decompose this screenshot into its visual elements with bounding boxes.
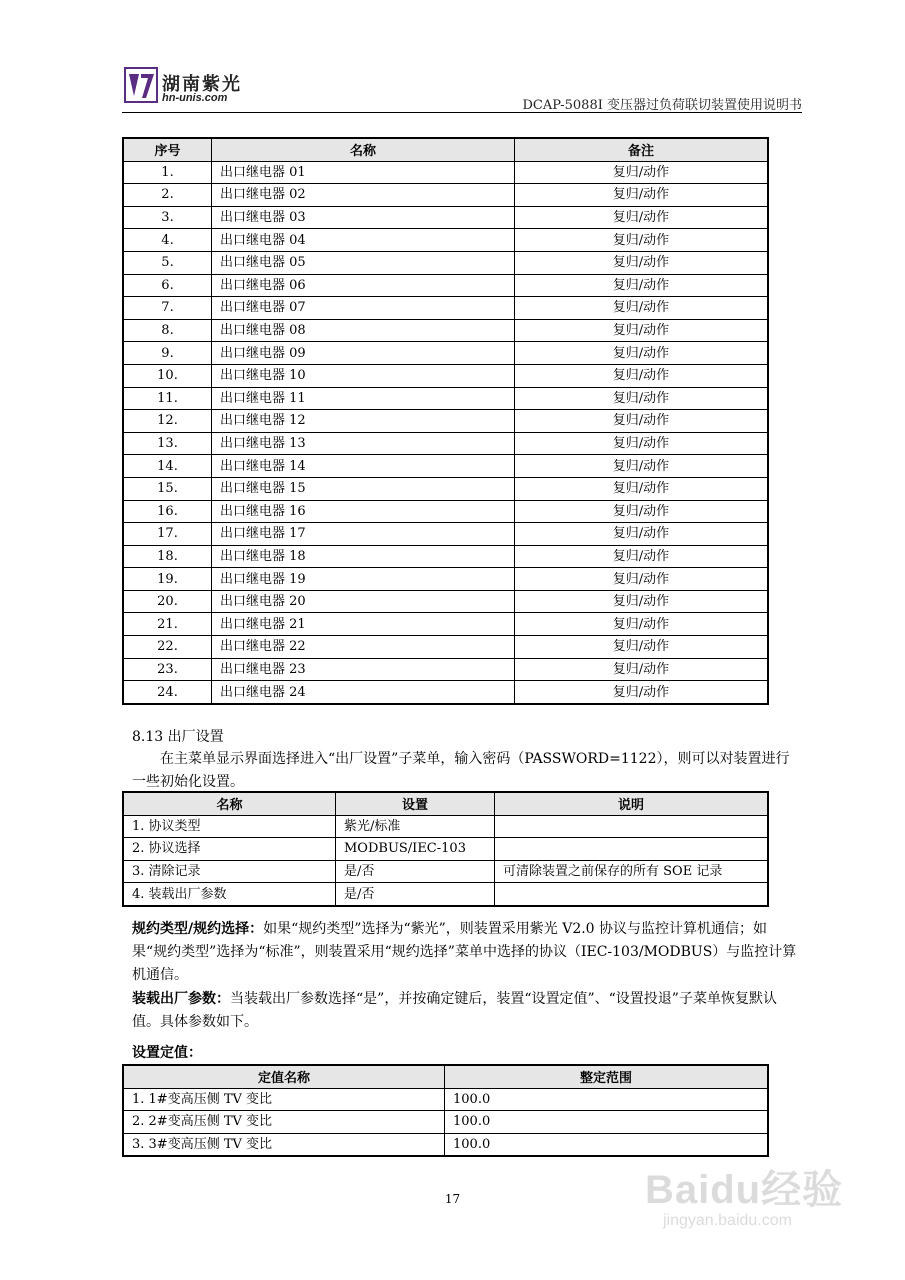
table-cell: 复归/动作 — [515, 229, 768, 252]
table-row — [124, 658, 768, 681]
table-row — [124, 206, 768, 229]
table-cell: 出口继电器 03 — [212, 206, 515, 229]
table-cell: 出口继电器 10 — [212, 364, 515, 387]
unis-logo-icon — [124, 66, 160, 104]
table-cell: 100.0 — [445, 1111, 768, 1134]
table-cell: 出口继电器 23 — [212, 658, 515, 681]
table-cell: 是/否 — [336, 860, 495, 883]
col-header-range: 整定范围 — [445, 1066, 768, 1089]
table-cell: 复归/动作 — [515, 251, 768, 274]
table-cell: 复归/动作 — [515, 613, 768, 636]
table-row — [124, 410, 768, 433]
table-cell: 出口继电器 18 — [212, 545, 515, 568]
table-cell: 23. — [124, 658, 212, 681]
table-cell: 出口继电器 06 — [212, 274, 515, 297]
table-cell: 复归/动作 — [515, 410, 768, 433]
table-cell: 100.0 — [445, 1088, 768, 1111]
watermark-brand: Baidu经验 — [645, 1168, 844, 1212]
table-row — [124, 364, 768, 387]
table-row — [124, 860, 768, 883]
table-cell — [495, 815, 768, 838]
company-logo — [124, 66, 254, 110]
table-cell: 14. — [124, 455, 212, 478]
table-cell: 出口继电器 17 — [212, 523, 515, 546]
table-cell: 复归/动作 — [515, 432, 768, 455]
table-header-row — [124, 139, 768, 162]
table-cell: 紫光/标准 — [336, 815, 495, 838]
table-cell: 复归/动作 — [515, 184, 768, 207]
table-cell: 3. — [124, 206, 212, 229]
table-cell: 2. 2#变高压侧 TV 变比 — [124, 1111, 445, 1134]
table-cell: 出口继电器 21 — [212, 613, 515, 636]
table-cell: 出口继电器 04 — [212, 229, 515, 252]
table-header-row — [124, 793, 768, 816]
table-cell: 出口继电器 01 — [212, 161, 515, 184]
table-cell: 1. 1#变高压侧 TV 变比 — [124, 1088, 445, 1111]
table-cell: 3. 清除记录 — [124, 860, 336, 883]
section-intro — [132, 748, 802, 794]
table-cell: 出口继电器 16 — [212, 500, 515, 523]
table-row — [124, 297, 768, 320]
table-row — [124, 523, 768, 546]
col-header-name: 名称 — [124, 793, 336, 816]
table-row — [124, 342, 768, 365]
table-cell: 18. — [124, 545, 212, 568]
table-row — [124, 1133, 768, 1156]
table-cell: 3. 3#变高压侧 TV 变比 — [124, 1133, 445, 1156]
table-cell: 出口继电器 19 — [212, 568, 515, 591]
table-row — [124, 500, 768, 523]
table-cell: 4. 装载出厂参数 — [124, 883, 336, 906]
protocol-note-label: 规约类型/规约选择： — [132, 921, 264, 937]
table-cell: 2. 协议选择 — [124, 838, 336, 861]
table-cell: 20. — [124, 590, 212, 613]
load-defaults-text: 当装载出厂参数选择“是”，并按确定键后，装置“设置定值”、“设置投退”子菜单恢复默认值。具体参数如下。 — [132, 991, 777, 1030]
table-cell: 出口继电器 24 — [212, 681, 515, 704]
col-header-name: 名称 — [212, 139, 515, 162]
table-cell: 复归/动作 — [515, 342, 768, 365]
table-row — [124, 274, 768, 297]
table-cell: 2. — [124, 184, 212, 207]
table-row — [124, 477, 768, 500]
table-row — [124, 387, 768, 410]
table-cell — [495, 883, 768, 906]
table-row — [124, 815, 768, 838]
setpoint-label: 设置定值： — [132, 1045, 202, 1061]
table-cell: 21. — [124, 613, 212, 636]
table-cell: 1. 协议类型 — [124, 815, 336, 838]
table-cell: 15. — [124, 477, 212, 500]
table-cell: 出口继电器 07 — [212, 297, 515, 320]
table-cell: 出口继电器 20 — [212, 590, 515, 613]
table-cell: 复归/动作 — [515, 568, 768, 591]
table-row — [124, 319, 768, 342]
setpoint-table — [123, 1065, 768, 1156]
table-cell: 出口继电器 08 — [212, 319, 515, 342]
table-cell — [495, 838, 768, 861]
table-cell: 复归/动作 — [515, 455, 768, 478]
logo-chinese-name: 湖南紫光 — [162, 74, 242, 95]
table-header-row — [124, 1066, 768, 1089]
table-cell: 4. — [124, 229, 212, 252]
table-cell: 复归/动作 — [515, 545, 768, 568]
header-divider — [122, 112, 802, 113]
table-cell: 复归/动作 — [515, 658, 768, 681]
setpoint-table-body — [124, 1088, 768, 1156]
relay-table — [123, 138, 768, 704]
watermark-url: jingyan.baidu.com — [663, 1212, 792, 1229]
table-cell: 12. — [124, 410, 212, 433]
table-cell: 复归/动作 — [515, 319, 768, 342]
table-row — [124, 455, 768, 478]
table-cell: 复归/动作 — [515, 297, 768, 320]
table-cell: 可清除装置之前保存的所有 SOE 记录 — [495, 860, 768, 883]
table-cell: 24. — [124, 681, 212, 704]
table-cell: 复归/动作 — [515, 206, 768, 229]
load-defaults-label: 装载出厂参数： — [132, 991, 230, 1007]
table-row — [124, 613, 768, 636]
protocol-note-text: 如果“规约类型”选择为“紫光”，则装置采用紫光 V2.0 协议与监控计算机通信；如果“规约类型”选择为“标准”，则装置采用“规约选择”菜单中选择的协议（IEC-103/MODBUS）与监控计算机通信。 — [132, 921, 797, 983]
table-cell: 13. — [124, 432, 212, 455]
col-header-setting: 设置 — [336, 793, 495, 816]
table-cell: 复归/动作 — [515, 681, 768, 704]
table-cell: 复归/动作 — [515, 590, 768, 613]
table-cell: MODBUS/IEC-103 — [336, 838, 495, 861]
table-row — [124, 838, 768, 861]
table-cell: 复归/动作 — [515, 387, 768, 410]
table-cell: 出口继电器 02 — [212, 184, 515, 207]
table-row — [124, 681, 768, 704]
table-cell: 出口继电器 11 — [212, 387, 515, 410]
table-cell: 是/否 — [336, 883, 495, 906]
factory-settings-table — [123, 792, 768, 906]
table-row — [124, 568, 768, 591]
table-cell: 6. — [124, 274, 212, 297]
table-cell: 出口继电器 22 — [212, 636, 515, 659]
table-cell: 出口继电器 15 — [212, 477, 515, 500]
table-row — [124, 590, 768, 613]
table-cell: 1. — [124, 161, 212, 184]
section-title: 8.13 出厂设置 — [132, 729, 224, 745]
table-row — [124, 636, 768, 659]
relay-table-body — [124, 161, 768, 703]
table-cell: 19. — [124, 568, 212, 591]
table-row — [124, 184, 768, 207]
table-row — [124, 1088, 768, 1111]
table-cell: 复归/动作 — [515, 523, 768, 546]
table-cell: 出口继电器 12 — [212, 410, 515, 433]
table-cell: 复归/动作 — [515, 636, 768, 659]
table-cell: 11. — [124, 387, 212, 410]
table-cell: 16. — [124, 500, 212, 523]
document-title: DCAP-5088I 变压器过负荷联切装置使用说明书 — [522, 98, 802, 113]
table-cell: 复归/动作 — [515, 274, 768, 297]
table-cell: 9. — [124, 342, 212, 365]
table-cell: 22. — [124, 636, 212, 659]
load-defaults-note — [132, 988, 802, 1034]
table-cell: 出口继电器 13 — [212, 432, 515, 455]
table-cell: 7. — [124, 297, 212, 320]
table-row — [124, 432, 768, 455]
col-header-index: 序号 — [124, 139, 212, 162]
table-row — [124, 545, 768, 568]
table-cell: 100.0 — [445, 1133, 768, 1156]
table-cell: 复归/动作 — [515, 161, 768, 184]
table-row — [124, 229, 768, 252]
table-cell: 5. — [124, 251, 212, 274]
page-number: 17 — [444, 1192, 461, 1206]
col-header-description: 说明 — [495, 793, 768, 816]
table-row — [124, 251, 768, 274]
table-row — [124, 1111, 768, 1134]
table-cell: 8. — [124, 319, 212, 342]
table-cell: 复归/动作 — [515, 364, 768, 387]
table-cell: 复归/动作 — [515, 477, 768, 500]
table-row — [124, 161, 768, 184]
table-cell: 复归/动作 — [515, 500, 768, 523]
table-cell: 出口继电器 05 — [212, 251, 515, 274]
table-cell: 出口继电器 14 — [212, 455, 515, 478]
col-header-note: 备注 — [515, 139, 768, 162]
section-intro-text: 在主菜单显示界面选择进入“出厂设置”子菜单，输入密码（PASSWORD=1122），则可以对装置进行一些初始化设置。 — [132, 751, 790, 790]
table-cell: 10. — [124, 364, 212, 387]
protocol-note — [132, 918, 802, 987]
table-row — [124, 883, 768, 906]
factory-settings-body — [124, 815, 768, 905]
logo-website: hn-unis.com — [162, 92, 228, 104]
table-cell: 出口继电器 09 — [212, 342, 515, 365]
baidu-watermark — [645, 1158, 855, 1238]
col-header-setpoint-name: 定值名称 — [124, 1066, 445, 1089]
table-cell: 17. — [124, 523, 212, 546]
